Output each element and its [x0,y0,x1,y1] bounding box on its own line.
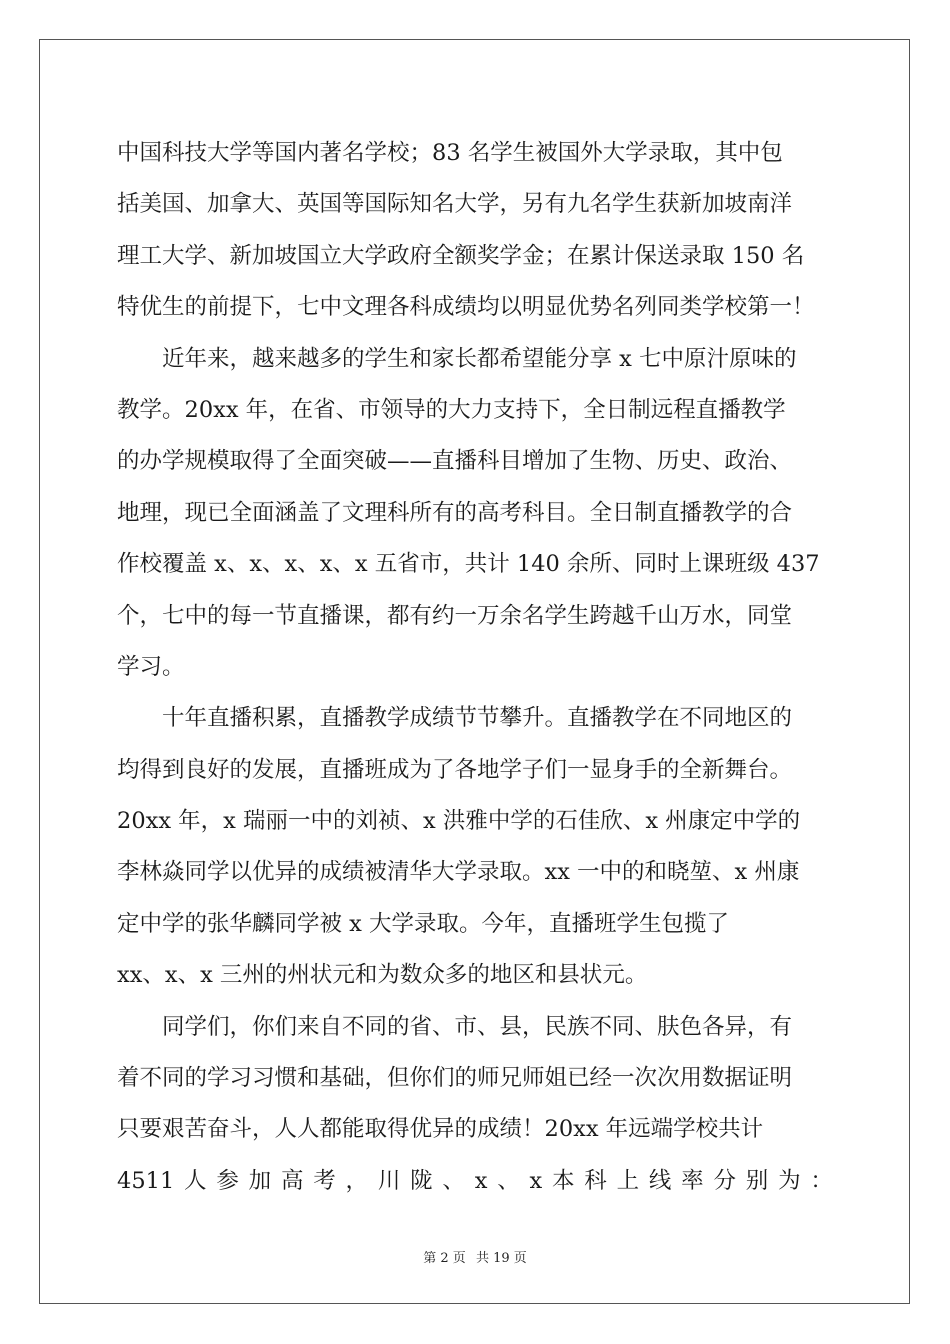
text-line: 作校覆盖 x、x、x、x、x 五省市，共计 140 余所、同时上课班级 437 [117,551,820,578]
justified-token: 参 [216,1167,239,1194]
justified-token: x [474,1167,488,1194]
justified-token: 别 [745,1167,769,1194]
text-line: 教学。20xx 年，在省、市领导的大力支持下，全日制远程直播教学 [117,396,786,423]
text-line: 括美国、加拿大、英国等国际知名大学，另有九名学生获新加坡南洋 [117,191,793,218]
justified-token: 、 [442,1167,465,1194]
paragraph-first-line: 近年来，越来越多的学生和家长都希望能分享 x 七中原汁原味的 [162,345,797,372]
justified-token: 线 [648,1167,672,1194]
justified-token: ， [345,1167,369,1194]
paragraph-first-line: 同学们，你们来自不同的省、市、县，民族不同、肤色各异，有 [162,1013,793,1040]
paragraph-first-line: 十年直播积累，直播教学成绩节节攀升。直播教学在不同地区的 [162,705,793,732]
justified-token: 考 [313,1167,336,1194]
page-number: 第 2 页 [423,1251,466,1266]
text-line: 着不同的学习习惯和基础，但你们的师兄师姐已经一次次用数据证明 [117,1065,793,1092]
text-line: 只要艰苦奋斗，人人都能取得优异的成绩！20xx 年远端学校共计 [117,1116,764,1143]
justified-token: 科 [584,1167,607,1194]
text-line: 理工大学、新加坡国立大学政府全额奖学金；在累计保送录取 150 名 [117,242,805,269]
justified-token: 4511 [117,1167,175,1194]
text-line: 的办学规模取得了全面突破——直播科目增加了生物、历史、政治、 [117,448,793,475]
text-line: 个，七中的每一节直播课，都有约一万余名学生跨越千山万水，同堂 [117,602,793,629]
justified-token: 川 [377,1167,401,1194]
justified-token: 本 [551,1167,575,1194]
justified-token: 上 [616,1167,640,1194]
justified-text-line [117,1156,833,1207]
text-line: 地理，现已全面涵盖了文理科所有的高考科目。全日制直播教学的合 [117,499,793,526]
text-line: 定中学的张华麟同学被 x 大学录取。今年，直播班学生包揽了 [117,910,729,937]
document-body [117,128,833,1207]
text-line: 李林焱同学以优异的成绩被清华大学录取。xx 一中的和晓堃、x 州康 [117,859,800,886]
text-line: 特优生的前提下，七中文理各科成绩均以明显优势名列同类学校第一！ [117,294,815,321]
page-footer [0,1247,950,1266]
justified-token: ： [810,1167,833,1194]
page-total: 共 19 页 [475,1251,527,1266]
justified-token: 人 [184,1167,207,1194]
justified-token: 陇 [410,1167,433,1194]
text-line: 20xx 年，x 瑞丽一中的刘祯、x 洪雅中学的石佳欣、x 州康定中学的 [117,808,801,835]
justified-token: 高 [280,1167,304,1194]
text-line: 均得到良好的发展，直播班成为了各地学子们一显身手的全新舞台。 [117,756,793,783]
justified-token: 为 [778,1167,801,1194]
text-line: xx、x、x 三州的州状元和为数众多的地区和县状元。 [117,962,648,989]
justified-token: 分 [713,1167,736,1194]
justified-token: x [529,1167,543,1194]
text-line: 中国科技大学等国内著名学校；83 名学生被国外大学录取，其中包 [117,140,783,166]
justified-token: 加 [248,1167,272,1194]
justified-token: 、 [497,1167,520,1194]
text-line: 学习。 [117,653,185,680]
justified-token: 率 [681,1167,704,1194]
